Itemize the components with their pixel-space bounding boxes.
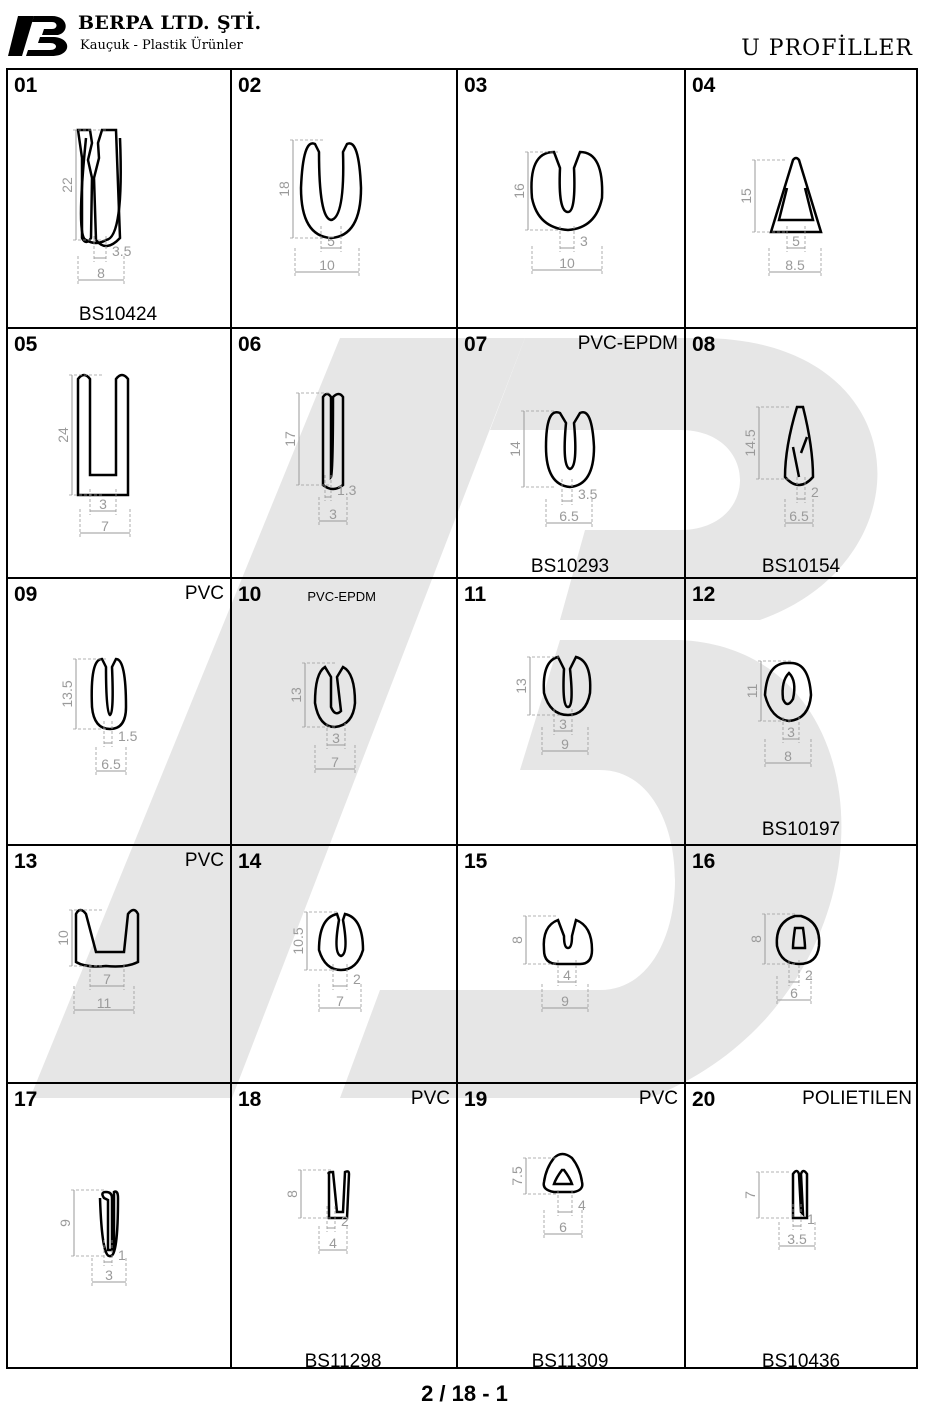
dimension-inner-width-label: 5 — [327, 233, 335, 249]
dimension-height-label: 13 — [513, 678, 529, 694]
profile-cell-17 — [6, 1082, 230, 1369]
dimension-height-label: 7 — [742, 1191, 758, 1199]
product-code: BS10197 — [761, 819, 841, 840]
profile-drawing — [6, 1082, 230, 1367]
profile-number: 02 — [238, 74, 262, 97]
dimension-inner-width-label: 1.3 — [337, 482, 357, 498]
dimension-height-label: 10 — [55, 930, 71, 946]
dimension-height-label: 8 — [748, 935, 764, 943]
page-reference: 2 / 18 - 1 — [421, 1381, 508, 1406]
profile-number: 16 — [692, 850, 716, 873]
profile-drawing — [230, 327, 456, 575]
profile-drawing — [684, 1082, 918, 1367]
profile-cell-12 — [684, 577, 918, 844]
profile-cell-20 — [684, 1082, 918, 1372]
profile-drawing — [230, 844, 456, 1080]
profile-drawing — [230, 577, 456, 842]
product-code: BS11309 — [531, 1351, 609, 1372]
profile-cell-03 — [456, 68, 684, 327]
dimension-height-label: 10.5 — [290, 927, 306, 955]
profile-number: 17 — [14, 1088, 38, 1111]
profile-cell-11 — [456, 577, 684, 844]
dimension-height-label: 9 — [57, 1219, 73, 1227]
dimension-outer-width-label: 3 — [105, 1267, 113, 1283]
material-label: PVC — [410, 1088, 450, 1109]
product-code: BS10436 — [761, 1351, 841, 1372]
dimension-outer-width-label: 6 — [790, 985, 798, 1001]
profile-number: 13 — [14, 850, 38, 873]
profile-number: 05 — [14, 333, 38, 356]
profile-cell-08 — [684, 327, 918, 577]
product-code: BS10154 — [761, 556, 841, 577]
profile-drawing — [456, 844, 684, 1080]
dimension-height-label: 7.5 — [509, 1166, 525, 1186]
profile-number: 10 — [238, 583, 262, 606]
profile-number: 01 — [14, 74, 38, 97]
product-code: BS11298 — [304, 1351, 382, 1372]
brand-name: BERPA LTD. ŞTİ. — [78, 12, 262, 34]
dimension-inner-width-label: 7 — [103, 971, 111, 987]
profile-drawing — [6, 68, 230, 325]
dimension-outer-width-label: 9 — [561, 993, 569, 1009]
dimension-outer-width-label: 8 — [784, 748, 792, 764]
dimension-height-label: 13.5 — [59, 680, 75, 708]
dimension-inner-width-label: 4 — [578, 1197, 586, 1213]
dimension-inner-width-label: 3 — [559, 716, 567, 732]
dimension-outer-width-label: 6.5 — [789, 508, 809, 524]
dimension-inner-width-label: 2 — [341, 1213, 349, 1229]
profile-number: 20 — [692, 1088, 716, 1111]
profile-number: 11 — [464, 583, 487, 606]
material-label: PVC-EPDM — [577, 333, 678, 354]
dimension-outer-width-label: 7 — [336, 993, 344, 1009]
profile-cell-16 — [684, 844, 918, 1082]
profile-drawing — [684, 68, 918, 325]
page-title: U PROFİLLER — [741, 36, 913, 61]
dimension-outer-width-label: 3 — [329, 506, 337, 522]
dimension-height-label: 18 — [276, 181, 292, 197]
profile-drawing — [684, 327, 918, 575]
profile-number: 15 — [464, 850, 488, 873]
profile-number: 19 — [464, 1088, 488, 1111]
profile-number: 14 — [238, 850, 262, 873]
dimension-inner-width-label: 3.5 — [112, 243, 132, 259]
profile-cell-06 — [230, 327, 456, 577]
dimension-outer-width-label: 7 — [331, 754, 339, 770]
dimension-inner-width-label: 4 — [563, 967, 571, 983]
profile-drawing — [456, 1082, 684, 1367]
profile-cell-04 — [684, 68, 918, 327]
dimension-outer-width-label: 6 — [559, 1219, 567, 1235]
brand-subtitle: Kauçuk - Plastik Ürünler — [80, 38, 243, 53]
dimension-height-label: 11 — [744, 683, 760, 699]
profile-number: 03 — [464, 74, 488, 97]
dimension-inner-width-label: 1 — [118, 1247, 126, 1263]
dimension-inner-width-label: 3 — [332, 730, 340, 746]
dimension-inner-width-label: 3 — [99, 496, 107, 512]
material-label: PVC — [184, 583, 224, 604]
dimension-inner-width-label: 5 — [792, 233, 800, 249]
profile-cell-02 — [230, 68, 456, 327]
dimension-outer-width-label: 6.5 — [559, 508, 579, 524]
dimension-outer-width-label: 10 — [319, 257, 335, 273]
dimension-height-label: 22 — [59, 177, 75, 193]
profile-drawing — [456, 577, 684, 842]
profile-drawing — [684, 844, 918, 1080]
profile-drawing — [456, 327, 684, 575]
product-code: BS10293 — [530, 556, 610, 577]
dimension-inner-width-label: 3 — [580, 233, 588, 249]
dimension-height-label: 16 — [511, 183, 527, 199]
dimension-height-label: 15 — [738, 188, 754, 204]
profile-cell-09 — [6, 577, 230, 844]
material-label: PVC-EPDM — [307, 589, 376, 604]
dimension-inner-width-label: 1 — [807, 1211, 815, 1227]
material-label: PVC — [184, 850, 224, 871]
dimension-inner-width-label: 2 — [805, 967, 813, 983]
profile-cell-18 — [230, 1082, 456, 1372]
page-header — [0, 0, 929, 66]
dimension-outer-width-label: 4 — [329, 1235, 337, 1251]
profile-drawing — [6, 577, 230, 842]
dimension-height-label: 24 — [55, 427, 71, 443]
profile-cell-15 — [456, 844, 684, 1082]
dimension-outer-width-label: 3.5 — [787, 1231, 807, 1247]
dimension-inner-width-label: 3 — [787, 724, 795, 740]
dimension-outer-width-label: 10 — [559, 255, 575, 271]
dimension-inner-width-label: 3.5 — [578, 486, 598, 502]
profile-drawing — [684, 577, 918, 842]
profile-number: 08 — [692, 333, 716, 356]
profile-cell-19 — [456, 1082, 684, 1372]
dimension-inner-width-label: 2 — [353, 971, 361, 987]
profile-drawing — [230, 1082, 456, 1367]
berpa-logo-icon — [8, 14, 72, 58]
profile-number: 18 — [238, 1088, 262, 1111]
profile-drawing — [230, 68, 456, 325]
product-code: BS10424 — [78, 304, 158, 325]
profile-number: 07 — [464, 333, 488, 356]
profile-drawing — [456, 68, 684, 325]
profile-cell-07 — [456, 327, 684, 577]
profile-cell-10 — [230, 577, 456, 844]
profile-cell-13 — [6, 844, 230, 1082]
dimension-height-label: 8 — [509, 936, 525, 944]
dimension-outer-width-label: 8 — [97, 265, 105, 281]
dimension-inner-width-label: 1.5 — [118, 728, 138, 744]
dimension-outer-width-label: 6.5 — [101, 756, 121, 772]
dimension-height-label: 13 — [288, 687, 304, 703]
profile-cell-14 — [230, 844, 456, 1082]
dimension-outer-width-label: 8.5 — [785, 257, 805, 273]
material-label: PVC — [638, 1088, 678, 1109]
profile-number: 06 — [238, 333, 262, 356]
dimension-height-label: 14.5 — [742, 429, 758, 457]
dimension-height-label: 17 — [282, 431, 298, 447]
profile-number: 12 — [692, 583, 716, 606]
dimension-height-label: 14 — [507, 441, 523, 457]
profile-drawing — [6, 844, 230, 1080]
material-label: POLIETILEN — [802, 1088, 912, 1109]
profile-number: 04 — [692, 74, 716, 97]
dimension-outer-width-label: 7 — [101, 518, 109, 534]
profile-catalog-grid — [6, 68, 918, 1372]
dimension-inner-width-label: 2 — [811, 484, 819, 500]
dimension-height-label: 8 — [284, 1190, 300, 1198]
profile-cell-01 — [6, 68, 230, 327]
dimension-outer-width-label: 11 — [96, 995, 112, 1011]
dimension-outer-width-label: 9 — [561, 736, 569, 752]
profile-cell-05 — [6, 327, 230, 577]
profile-drawing — [6, 327, 230, 575]
profile-number: 09 — [14, 583, 38, 606]
